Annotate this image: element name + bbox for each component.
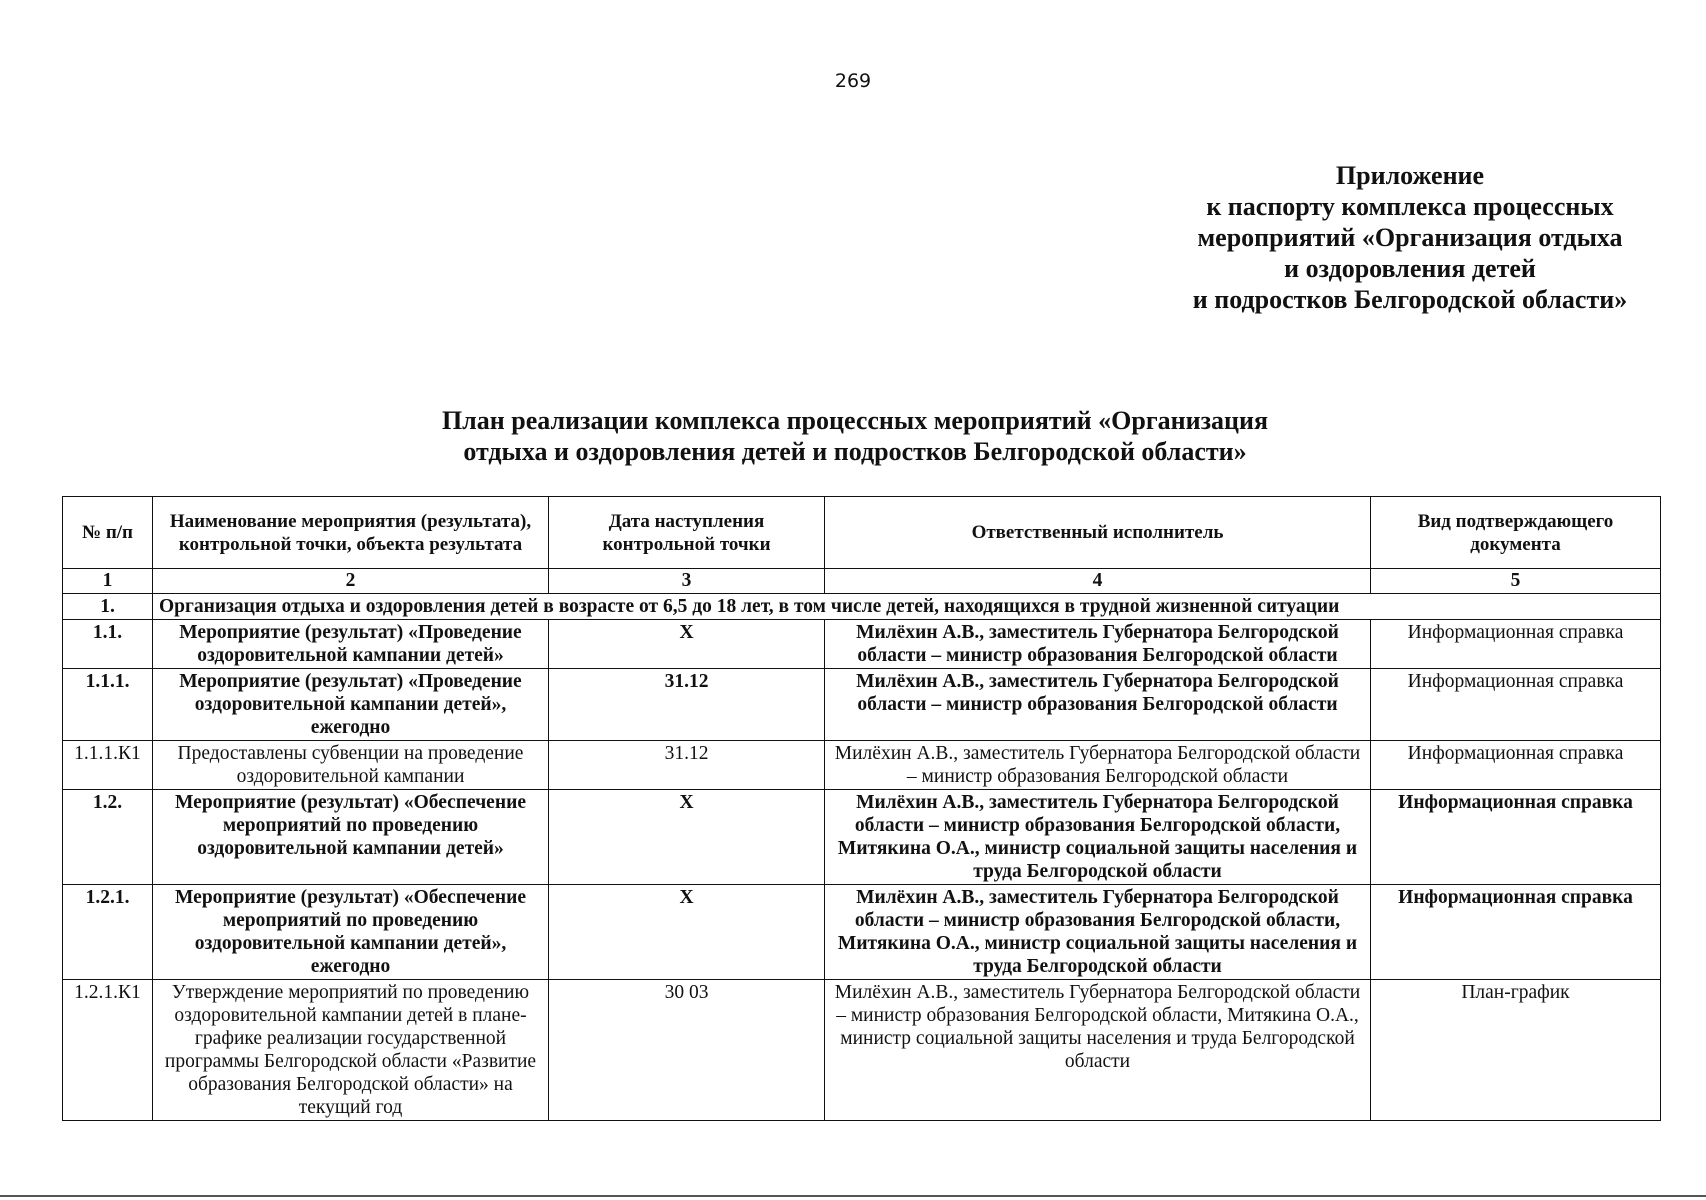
table-row bbox=[63, 669, 1661, 741]
section-num: 1. bbox=[63, 594, 153, 620]
row-executor: Милёхин А.В., заместитель Губернатора Белгородской области – министр образования Белгородской области bbox=[825, 741, 1371, 790]
column-number: 1 bbox=[63, 569, 153, 594]
column-number: 5 bbox=[1371, 569, 1661, 594]
row-name: Мероприятие (результат) «Проведение оздоровительной кампании детей» bbox=[153, 620, 549, 669]
appendix-line: мероприятий «Организация отдыха bbox=[1197, 223, 1623, 252]
table-row bbox=[63, 790, 1661, 885]
row-document: Информационная справка bbox=[1371, 620, 1661, 669]
header-date: Дата наступления контрольной точки bbox=[549, 497, 825, 569]
plan-table bbox=[62, 496, 1661, 1121]
row-name: Предоставлены субвенции на проведение оздоровительной кампании bbox=[153, 741, 549, 790]
row-date: Х bbox=[549, 620, 825, 669]
row-executor: Милёхин А.В., заместитель Губернатора Белгородской области – министр образования Белгородской области bbox=[825, 669, 1371, 741]
row-num: 1.2. bbox=[63, 790, 153, 885]
title-line: отдыха и оздоровления детей и подростков Белгородской области» bbox=[463, 437, 1247, 466]
section-row bbox=[63, 594, 1661, 620]
document-title bbox=[330, 405, 1380, 467]
row-num: 1.2.1.К1 bbox=[63, 980, 153, 1121]
row-name: Мероприятие (результат) «Проведение оздоровительной кампании детей», ежегодно bbox=[153, 669, 549, 741]
table-row bbox=[63, 741, 1661, 790]
appendix-block bbox=[1160, 160, 1660, 315]
row-executor: Милёхин А.В., заместитель Губернатора Белгородской области – министр образования Белгородской области bbox=[825, 620, 1371, 669]
row-date: 31.12 bbox=[549, 741, 825, 790]
scan-edge-line bbox=[0, 1195, 1706, 1197]
table-row bbox=[63, 620, 1661, 669]
row-document: Информационная справка bbox=[1371, 741, 1661, 790]
appendix-line: к паспорту комплекса процессных bbox=[1206, 192, 1614, 221]
header-document: Вид подтверждающего документа bbox=[1371, 497, 1661, 569]
table-row bbox=[63, 980, 1661, 1121]
row-name: Мероприятие (результат) «Обеспечение мероприятий по проведению оздоровительной кампании детей», ежегодно bbox=[153, 885, 549, 980]
row-executor: Милёхин А.В., заместитель Губернатора Белгородской области – министр образования Белгородской области, Митякина О.А., министр социальной защиты населения и труда Белгородской области bbox=[825, 885, 1371, 980]
section-title: Организация отдыха и оздоровления детей в возрасте от 6,5 до 18 лет, в том числе детей, находящихся в трудной жизненной ситуации bbox=[153, 594, 1661, 620]
row-executor: Милёхин А.В., заместитель Губернатора Белгородской области – министр образования Белгородской области, Митякина О.А., министр социальной защиты населения и труда Белгородской области bbox=[825, 980, 1371, 1121]
row-name: Утверждение мероприятий по проведению оздоровительной кампании детей в плане-графике реализации государственной программы Белгородской области «Развитие образования Белгородской области» на текущий год bbox=[153, 980, 549, 1121]
column-number-row bbox=[63, 569, 1661, 594]
row-num: 1.2.1. bbox=[63, 885, 153, 980]
header-name: Наименование мероприятия (результата), контрольной точки, объекта результата bbox=[153, 497, 549, 569]
column-number: 2 bbox=[153, 569, 549, 594]
row-date: 31.12 bbox=[549, 669, 825, 741]
header-row bbox=[63, 497, 1661, 569]
row-name: Мероприятие (результат) «Обеспечение мероприятий по проведению оздоровительной кампании детей» bbox=[153, 790, 549, 885]
row-num: 1.1.1. bbox=[63, 669, 153, 741]
page-number: 269 bbox=[834, 70, 872, 92]
header-executor: Ответственный исполнитель bbox=[825, 497, 1371, 569]
row-date: 30 03 bbox=[549, 980, 825, 1121]
row-document: Информационная справка bbox=[1371, 885, 1661, 980]
title-line: План реализации комплекса процессных мероприятий «Организация bbox=[441, 406, 1269, 435]
row-date: Х bbox=[549, 790, 825, 885]
header-num: № п/п bbox=[63, 497, 153, 569]
table-row bbox=[63, 885, 1661, 980]
column-number: 4 bbox=[825, 569, 1371, 594]
appendix-line: и подростков Белгородской области» bbox=[1192, 285, 1628, 314]
appendix-line: и оздоровления детей bbox=[1284, 254, 1536, 283]
row-document: Информационная справка bbox=[1371, 790, 1661, 885]
row-num: 1.1.1.К1 bbox=[63, 741, 153, 790]
row-num: 1.1. bbox=[63, 620, 153, 669]
row-date: Х bbox=[549, 885, 825, 980]
appendix-line: Приложение bbox=[1335, 161, 1485, 190]
row-document: План-график bbox=[1371, 980, 1661, 1121]
row-document: Информационная справка bbox=[1371, 669, 1661, 741]
row-executor: Милёхин А.В., заместитель Губернатора Белгородской области – министр образования Белгородской области, Митякина О.А., министр социальной защиты населения и труда Белгородской области bbox=[825, 790, 1371, 885]
column-number: 3 bbox=[549, 569, 825, 594]
